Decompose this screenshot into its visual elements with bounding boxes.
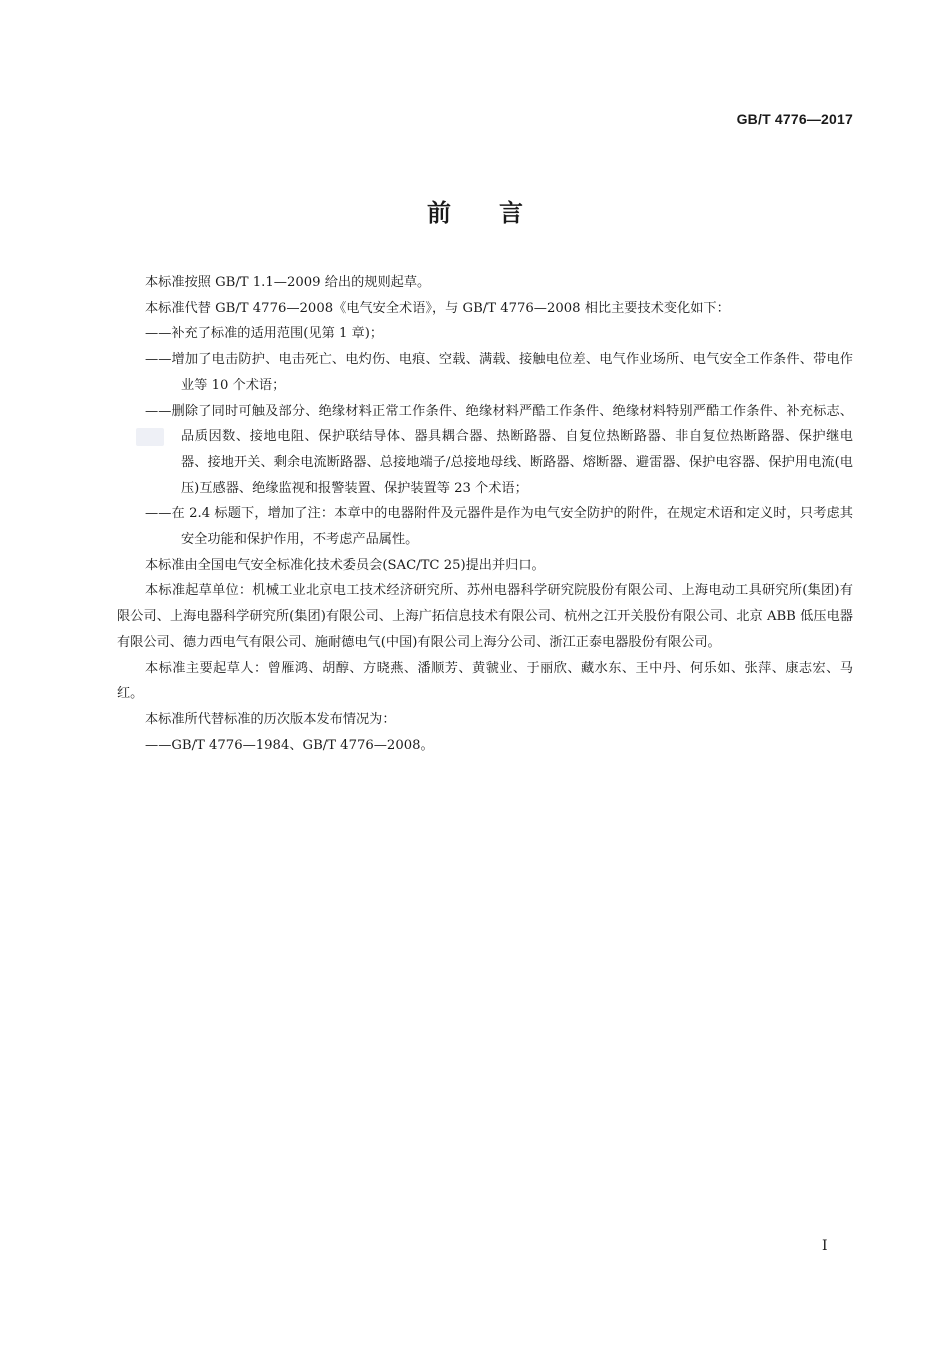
body-text xyxy=(117,270,853,758)
paragraph-drafting-rules: 本标准按照 GB/T 1.1—2009 给出的规则起草。 xyxy=(145,275,431,290)
page-number: I xyxy=(822,1238,828,1254)
paragraph-drafting-units: 本标准起草单位：机械工业北京电工技术经济研究所、苏州电器科学研究院股份有限公司、上海电动工具研究所(集团)有限公司、上海电器科学研究所(集团)有限公司、上海广拓信息技术有限公司、杭州之江开关股份有限公司、北京 ABB 低压电器有限公司、德力西电气有限公司、施耐德电气(中国)有限公司上海分公司、浙江正泰电器股份有限公司。 xyxy=(117,583,853,650)
page-title: 前言 xyxy=(427,199,571,227)
change-item-deleted-terms: ——删除了同时可触及部分、绝缘材料正常工作条件、绝缘材料严酷工作条件、绝缘材料特别严酷工作条件、补充标志、品质因数、接地电阻、保护联结导体、器具耦合器、热断路器、自复位热断路器、非自复位热断路器、保护继电器、接地开关、剩余电流断路器、总接地端子/总接地母线、断路器、熔断器、避雷器、保护电容器、保护用电流(电压)互感器、绝缘监视和报警装置、保护装置等 23 个术语； xyxy=(145,403,853,496)
change-item-note: ——在 2.4 标题下，增加了注：本章中的电器附件及元器件是作为电气安全防护的附件，在规定术语和定义时，只考虑其安全功能和保护作用，不考虑产品属性。 xyxy=(145,506,853,548)
change-item-added-terms: ——增加了电击防护、电击死亡、电灼伤、电痕、空载、满载、接触电位差、电气作业场所、电气安全工作条件、带电作业等 10 个术语； xyxy=(145,352,853,393)
paragraph-committee: 本标准由全国电气安全标准化技术委员会(SAC/TC 25)提出并归口。 xyxy=(145,557,545,573)
standard-code: GB/T 4776—2017 xyxy=(736,111,853,127)
paragraph-history: 本标准所代替标准的历次版本发布情况为： xyxy=(145,711,396,727)
paragraph-replaces: 本标准代替 GB/T 4776—2008《电气安全术语》，与 GB/T 4776—2008 相比主要技术变化如下： xyxy=(145,300,730,316)
change-item-scope: ——补充了标准的适用范围(见第 1 章)； xyxy=(145,326,384,342)
paragraph-drafters: 本标准主要起草人：曾雁鸿、胡醇、方晓燕、潘顺芳、黄虢业、于丽欣、藏水东、王中丹、何乐如、张萍、康志宏、马红。 xyxy=(117,660,853,702)
history-item: ——GB/T 4776—1984、GB/T 4776—2008。 xyxy=(145,737,434,753)
